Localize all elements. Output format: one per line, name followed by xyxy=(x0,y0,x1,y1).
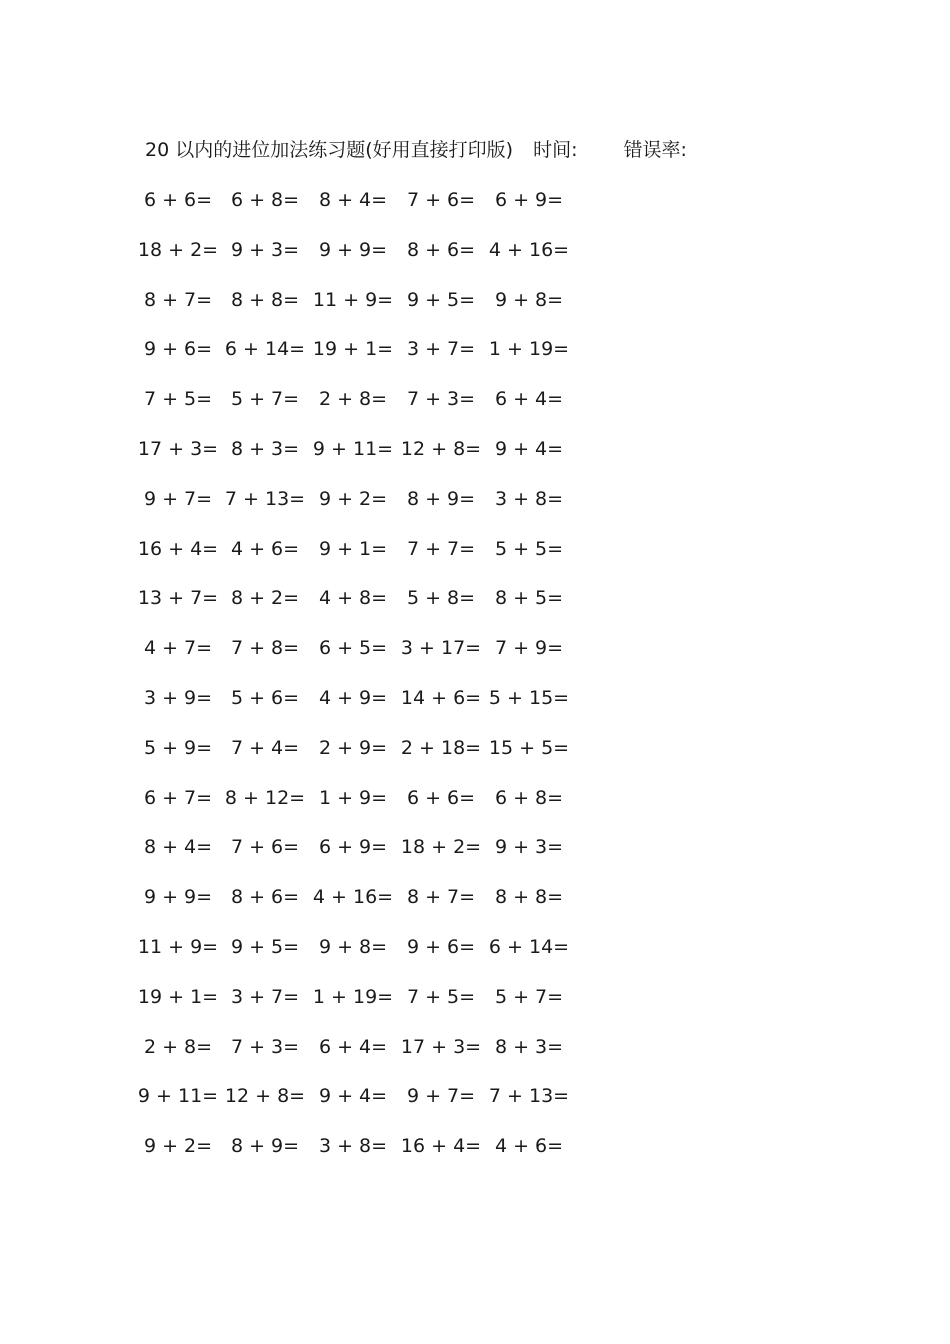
problem-cell: 9 + 8= xyxy=(494,288,564,311)
problem-cell: 4 + 6= xyxy=(230,537,300,560)
problem-cell: 9 + 5= xyxy=(230,935,300,958)
problem-cell: 3 + 9= xyxy=(143,686,213,709)
problem-cell: 8 + 7= xyxy=(143,288,213,311)
problem-cell: 3 + 8= xyxy=(494,487,564,510)
problem-cell: 7 + 5= xyxy=(406,985,476,1008)
problem-cell: 3 + 8= xyxy=(318,1135,388,1158)
problem-cell: 8 + 5= xyxy=(494,587,564,610)
problem-cell: 9 + 8= xyxy=(318,935,388,958)
problem-row xyxy=(143,486,603,536)
problem-cell: 5 + 6= xyxy=(230,686,300,709)
problem-cell: 7 + 7= xyxy=(406,537,476,560)
problem-row xyxy=(143,735,603,785)
problem-cell: 8 + 3= xyxy=(494,1035,564,1058)
problem-row xyxy=(143,785,603,835)
problem-grid xyxy=(137,187,603,1183)
problem-cell: 5 + 15= xyxy=(488,686,570,709)
problem-cell: 9 + 11= xyxy=(312,437,394,460)
problem-cell: 9 + 3= xyxy=(230,238,300,261)
problem-cell: 1 + 19= xyxy=(488,338,570,361)
problem-cell: 9 + 6= xyxy=(406,935,476,958)
problem-row xyxy=(143,635,603,685)
problem-cell: 9 + 11= xyxy=(137,1085,219,1108)
problem-cell: 6 + 8= xyxy=(230,189,300,211)
problem-cell: 9 + 7= xyxy=(406,1085,476,1108)
problem-cell: 3 + 17= xyxy=(400,637,482,660)
problem-cell: 11 + 9= xyxy=(137,935,219,958)
problem-cell: 1 + 9= xyxy=(318,786,388,809)
problem-cell: 6 + 5= xyxy=(318,637,388,660)
problem-cell: 8 + 2= xyxy=(230,587,300,610)
problem-row xyxy=(137,934,603,984)
problem-cell: 19 + 1= xyxy=(312,338,394,361)
problem-cell: 9 + 3= xyxy=(494,836,564,859)
problem-cell: 7 + 3= xyxy=(230,1035,300,1058)
problem-row xyxy=(143,187,603,237)
problem-cell: 6 + 14= xyxy=(488,935,570,958)
problem-cell: 7 + 4= xyxy=(230,736,300,759)
problem-cell: 7 + 13= xyxy=(224,487,306,510)
problem-cell: 9 + 1= xyxy=(318,537,388,560)
problem-cell: 8 + 9= xyxy=(230,1135,300,1158)
problem-cell: 12 + 8= xyxy=(224,1085,306,1108)
problem-cell: 8 + 3= xyxy=(230,437,300,460)
problem-row xyxy=(137,1083,603,1133)
problem-cell: 1 + 19= xyxy=(312,985,394,1008)
problem-cell: 4 + 16= xyxy=(488,238,570,261)
problem-cell: 2 + 9= xyxy=(318,736,388,759)
problem-cell: 17 + 3= xyxy=(400,1035,482,1058)
problem-cell: 8 + 8= xyxy=(230,288,300,311)
problem-cell: 17 + 3= xyxy=(137,437,219,460)
problem-cell: 6 + 9= xyxy=(318,836,388,859)
problem-row xyxy=(137,585,603,635)
problem-cell: 12 + 8= xyxy=(400,437,482,460)
problem-cell: 7 + 6= xyxy=(406,189,476,211)
problem-cell: 8 + 4= xyxy=(143,836,213,859)
problem-cell: 6 + 4= xyxy=(318,1035,388,1058)
problem-cell: 5 + 5= xyxy=(494,537,564,560)
problem-cell: 18 + 2= xyxy=(400,836,482,859)
problem-cell: 8 + 6= xyxy=(230,886,300,909)
problem-cell: 9 + 4= xyxy=(318,1085,388,1108)
problem-row xyxy=(137,237,603,287)
problem-row xyxy=(137,436,603,486)
problem-cell: 7 + 3= xyxy=(406,388,476,411)
problem-cell: 7 + 13= xyxy=(488,1085,570,1108)
problem-cell: 16 + 4= xyxy=(137,537,219,560)
problem-cell: 6 + 6= xyxy=(406,786,476,809)
problem-cell: 6 + 9= xyxy=(494,189,564,211)
worksheet-header xyxy=(145,137,687,163)
time-label: 时间: xyxy=(533,139,578,161)
problem-cell: 16 + 4= xyxy=(400,1135,482,1158)
problem-cell: 7 + 5= xyxy=(143,388,213,411)
problem-cell: 5 + 7= xyxy=(494,985,564,1008)
problem-cell: 6 + 6= xyxy=(143,189,213,211)
problem-cell: 9 + 6= xyxy=(143,338,213,361)
problem-cell: 8 + 6= xyxy=(406,238,476,261)
problem-cell: 8 + 12= xyxy=(224,786,306,809)
problem-cell: 8 + 4= xyxy=(318,189,388,211)
problem-cell: 19 + 1= xyxy=(137,985,219,1008)
problem-cell: 4 + 8= xyxy=(318,587,388,610)
problem-cell: 6 + 8= xyxy=(494,786,564,809)
problem-cell: 5 + 7= xyxy=(230,388,300,411)
problem-cell: 7 + 8= xyxy=(230,637,300,660)
problem-cell: 2 + 18= xyxy=(400,736,482,759)
problem-cell: 9 + 9= xyxy=(143,886,213,909)
problem-row xyxy=(143,884,603,934)
problem-row xyxy=(143,336,603,386)
problem-cell: 6 + 14= xyxy=(224,338,306,361)
problem-cell: 14 + 6= xyxy=(400,686,482,709)
problem-cell: 6 + 7= xyxy=(143,786,213,809)
problem-cell: 4 + 9= xyxy=(318,686,388,709)
problem-cell: 7 + 9= xyxy=(494,637,564,660)
problem-cell: 4 + 16= xyxy=(312,886,394,909)
problem-cell: 3 + 7= xyxy=(406,338,476,361)
problem-row xyxy=(143,1034,603,1084)
problem-row xyxy=(143,386,603,436)
problem-cell: 9 + 2= xyxy=(318,487,388,510)
problem-row xyxy=(143,685,603,735)
problem-cell: 6 + 4= xyxy=(494,388,564,411)
problem-row xyxy=(143,287,603,337)
problem-cell: 9 + 9= xyxy=(318,238,388,261)
problem-cell: 4 + 7= xyxy=(143,637,213,660)
problem-cell: 9 + 4= xyxy=(494,437,564,460)
problem-cell: 5 + 9= xyxy=(143,736,213,759)
problem-cell: 4 + 6= xyxy=(494,1135,564,1158)
problem-cell: 11 + 9= xyxy=(312,288,394,311)
problem-cell: 3 + 7= xyxy=(230,985,300,1008)
problem-cell: 9 + 7= xyxy=(143,487,213,510)
problem-cell: 7 + 6= xyxy=(230,836,300,859)
problem-cell: 18 + 2= xyxy=(137,238,219,261)
worksheet-title: 20 以内的进位加法练习题(好用直接打印版) xyxy=(145,139,514,161)
problem-row xyxy=(137,984,603,1034)
problem-cell: 5 + 8= xyxy=(406,587,476,610)
problem-row xyxy=(143,1133,603,1183)
problem-cell: 13 + 7= xyxy=(137,587,219,610)
problem-cell: 8 + 9= xyxy=(406,487,476,510)
problem-row xyxy=(143,834,603,884)
problem-cell: 9 + 2= xyxy=(143,1135,213,1158)
problem-cell: 8 + 7= xyxy=(406,886,476,909)
problem-cell: 15 + 5= xyxy=(488,736,570,759)
problem-cell: 2 + 8= xyxy=(143,1035,213,1058)
problem-cell: 9 + 5= xyxy=(406,288,476,311)
error-rate-label: 错误率: xyxy=(623,139,687,161)
problem-cell: 8 + 8= xyxy=(494,886,564,909)
problem-row xyxy=(137,536,603,586)
problem-cell: 2 + 8= xyxy=(318,388,388,411)
